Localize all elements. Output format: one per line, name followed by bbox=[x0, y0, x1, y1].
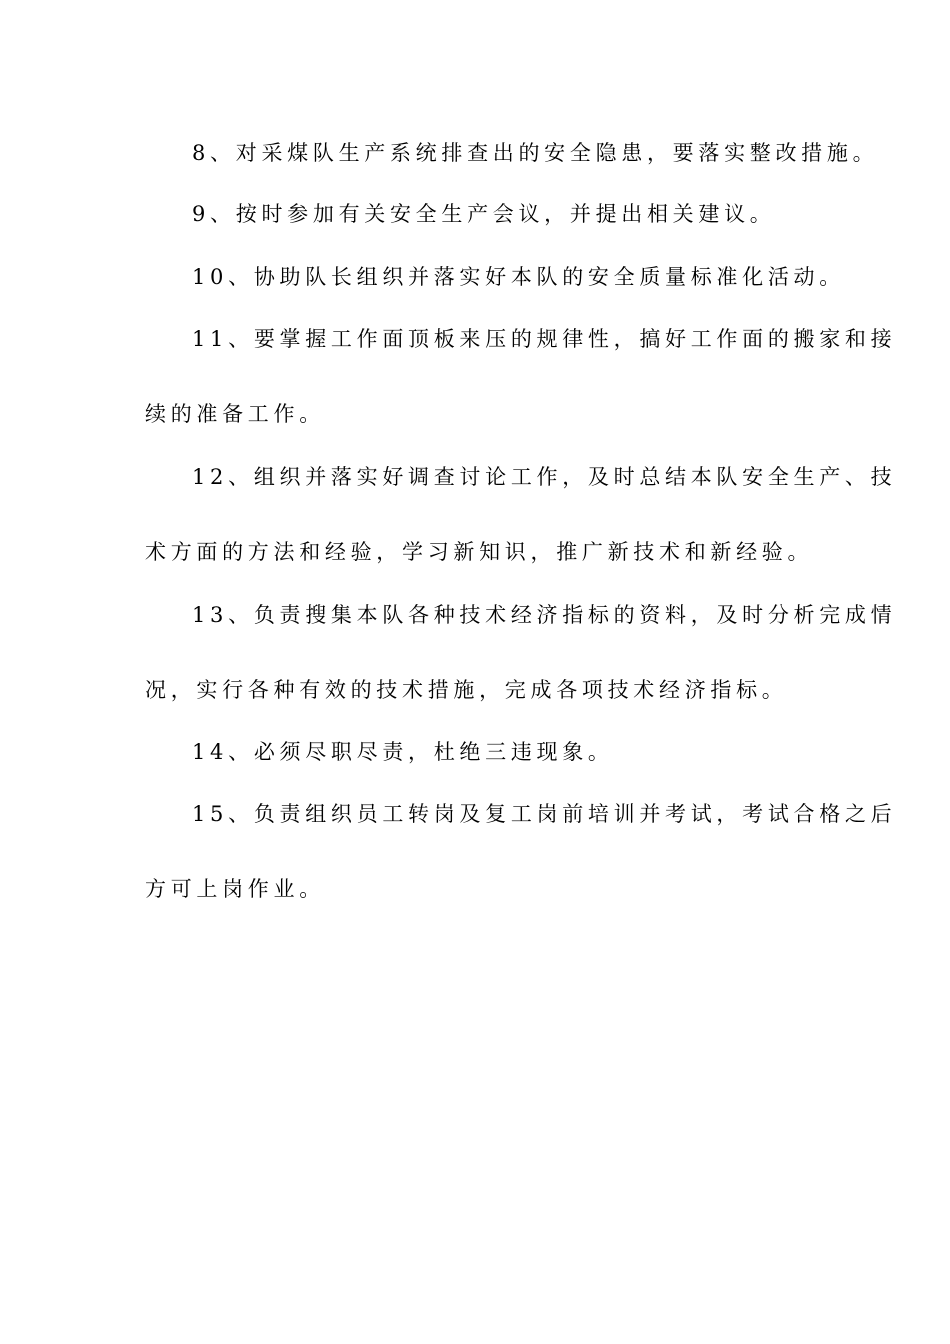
item-text: 按时参加有关安全生产会议，并提出相关建议。 bbox=[235, 202, 776, 226]
item-text: 组织并落实好调查讨论工作，及时总结本队安全生产、技 bbox=[253, 465, 897, 489]
item-13-line-1 bbox=[192, 601, 896, 629]
item-11-line-1 bbox=[192, 325, 896, 353]
item-12-line-1 bbox=[192, 463, 896, 491]
item-text: 对采煤队生产系统排查出的安全隐患，要落实整改措施。 bbox=[235, 141, 879, 165]
item-number: 14、 bbox=[192, 740, 254, 764]
item-text: 要掌握工作面顶板来压的规律性，搞好工作面的搬家和接 bbox=[253, 327, 897, 351]
item-text-continuation: 方可上岗作业。 bbox=[145, 877, 325, 901]
item-number: 12、 bbox=[192, 465, 254, 489]
item-15-line-1 bbox=[192, 800, 896, 828]
item-9-line-1 bbox=[192, 200, 775, 228]
item-text: 负责组织员工转岗及复工岗前培训并考试，考试合格之后 bbox=[253, 802, 897, 826]
item-text-continuation: 术方面的方法和经验，学习新知识，推广新技术和新经验。 bbox=[145, 540, 814, 564]
item-8-line-1 bbox=[192, 139, 878, 167]
item-11-line-2 bbox=[145, 400, 325, 428]
item-15-line-2 bbox=[145, 875, 325, 903]
item-text: 必须尽职尽责，杜绝三违现象。 bbox=[253, 740, 614, 764]
item-10-line-1 bbox=[192, 263, 845, 291]
item-number: 11、 bbox=[192, 327, 254, 351]
item-number: 8、 bbox=[192, 141, 236, 165]
item-text-continuation: 续的准备工作。 bbox=[145, 402, 325, 426]
item-13-line-2 bbox=[145, 676, 788, 704]
item-14-line-1 bbox=[192, 738, 614, 766]
item-number: 13、 bbox=[192, 603, 254, 627]
item-12-line-2 bbox=[145, 538, 813, 566]
item-number: 15、 bbox=[192, 802, 254, 826]
item-text: 协助队长组织并落实好本队的安全质量标准化活动。 bbox=[253, 265, 845, 289]
item-number: 9、 bbox=[192, 202, 236, 226]
item-text: 负责搜集本队各种技术经济指标的资料，及时分析完成情 bbox=[253, 603, 897, 627]
item-number: 10、 bbox=[192, 265, 254, 289]
item-text-continuation: 况，实行各种有效的技术措施，完成各项技术经济指标。 bbox=[145, 678, 788, 702]
